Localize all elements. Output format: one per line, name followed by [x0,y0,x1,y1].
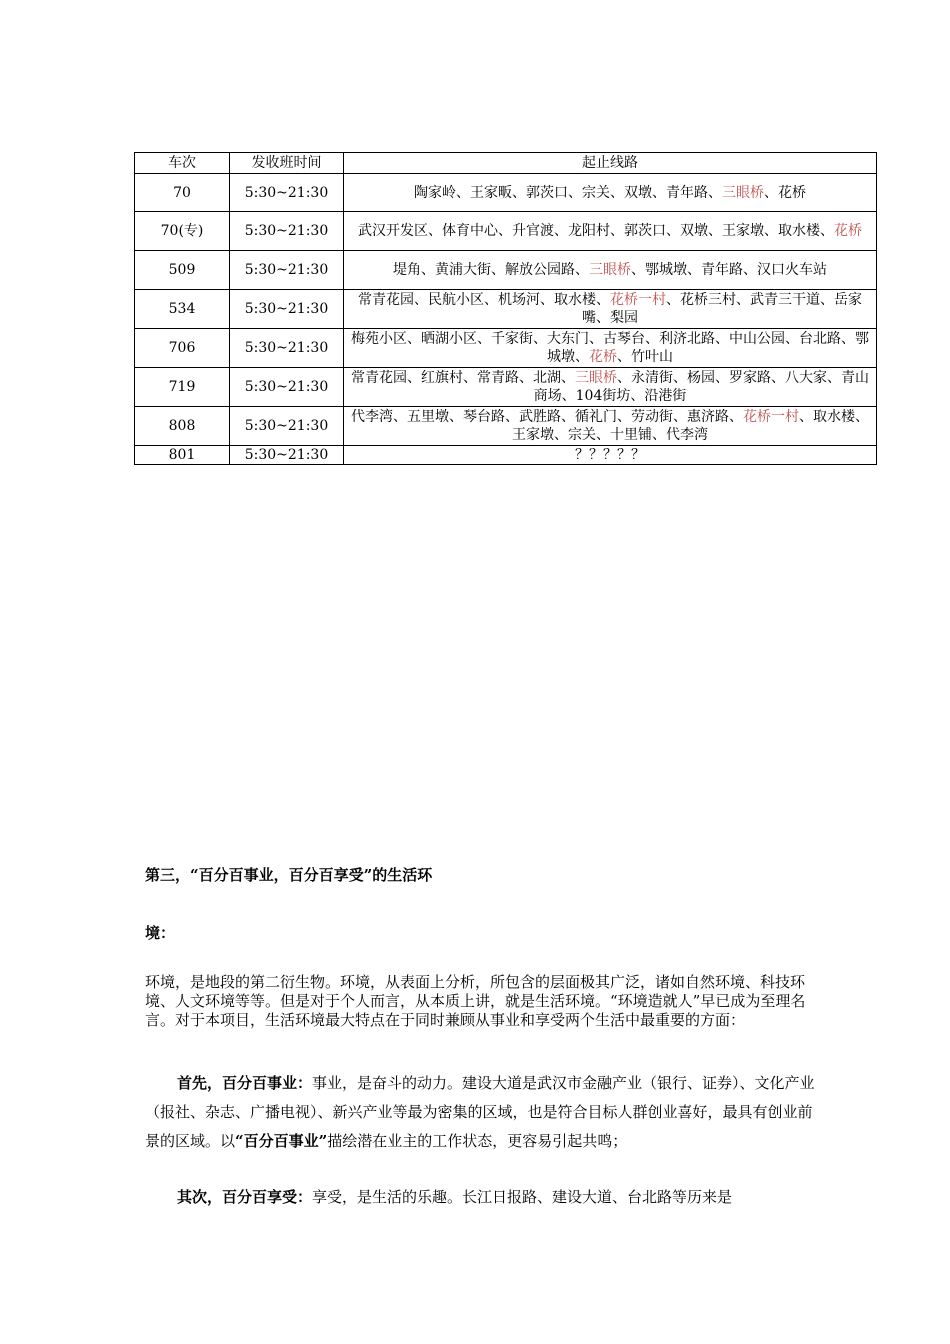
table-header-row [135,153,877,174]
route-cell [344,368,877,407]
table-row [135,368,877,407]
route-highlight: 三眼桥 [575,370,617,386]
paragraph-career [145,1069,815,1156]
header-route: 起止线路 [344,153,877,174]
route-highlight: 花桥 [834,223,862,239]
schedule-cell: 5:30~21:30 [230,407,344,446]
route-segment: 、鄂城墩、青年路、汉口火车站 [631,262,827,278]
table-row [135,174,877,212]
career-lead: 首先，百分百事业： [177,1074,313,1092]
paragraph-enjoyment [145,1183,815,1212]
table-row [135,290,877,329]
table-row [135,212,877,251]
table-row [135,446,877,465]
bus-number-cell: 808 [135,407,230,446]
route-segment: 武汉开发区、体育中心、升官渡、龙阳村、郭茨口、双墩、王家墩、取水楼、 [358,223,834,239]
route-segment: ？？？？？ [575,447,645,463]
career-emphasis: “百分百事业” [235,1132,328,1150]
table-row [135,251,877,290]
bus-number-cell: 70(专) [135,212,230,251]
route-cell [344,251,877,290]
route-cell [344,407,877,446]
schedule-cell: 5:30~21:30 [230,174,344,212]
enjoyment-lead: 其次，百分百享受： [177,1188,313,1206]
route-cell [344,290,877,329]
bus-number-cell: 509 [135,251,230,290]
route-segment: 陶家岭、王家畈、郭茨口、宗关、双墩、青年路、 [414,184,722,201]
bus-number-cell: 719 [135,368,230,407]
route-segment: 、花桥 [764,184,806,201]
bus-number-cell: 534 [135,290,230,329]
bus-number-cell: 706 [135,329,230,368]
header-bus-number: 车次 [135,153,230,174]
route-segment: 堤角、黄浦大街、解放公园路、 [393,262,589,278]
schedule-cell: 5:30~21:30 [230,329,344,368]
enjoyment-text: 享受，是生活的乐趣。长江日报路、建设大道、台北路等历来是 [312,1188,733,1206]
route-highlight: 花桥一村 [743,409,799,425]
route-cell [344,212,877,251]
route-segment: 、取水楼、王家墩、宗关、十里铺、代李湾 [512,409,869,443]
intro-paragraph: 环境，是地段的第二衍生物。环境，从表面上分析，所包含的层面极其广泛，诸如自然环境、科技环境、人文环境等等。但是对于个人而言，从本质上讲，就是生活环境。“环境造就人”早已成为至理名言。对于本项目，生活环境最大特点在于同时兼顾从事业和享受两个生活中最重要的方面： [145,973,806,1029]
section-heading: 第三，“百分百事业，百分百享受”的生活环 [145,866,433,884]
schedule-cell: 5:30~21:30 [230,368,344,407]
route-segment: 梅苑小区、晒湖小区、千家街、大东门、古琴台、利济北路、中山公园、台北路、鄂城墩、 [351,331,869,365]
schedule-cell: 5:30~21:30 [230,251,344,290]
schedule-cell: 5:30~21:30 [230,290,344,329]
route-cell [344,446,877,465]
route-segment: 、竹叶山 [617,349,673,365]
route-segment: 常青花园、红旗村、常青路、北湖、 [351,370,575,386]
table-row [135,407,877,446]
schedule-cell: 5:30~21:30 [230,446,344,465]
table-row [135,329,877,368]
route-highlight: 花桥一村 [610,292,666,308]
bus-number-cell: 801 [135,446,230,465]
bus-number-cell: 70 [135,174,230,212]
career-text-b: 描绘潜在业主的工作状态，更容易引起共鸣； [327,1132,628,1150]
route-segment: 、花桥三村、武青三干道、岳家嘴、梨园 [582,292,862,326]
route-cell [344,329,877,368]
route-segment: 、永清街、杨园、罗家路、八大家、青山商场、104街坊、沿港街 [533,370,869,404]
route-highlight: 三眼桥 [589,262,631,278]
route-segment: 常青花园、民航小区、机场河、取水楼、 [358,292,610,308]
schedule-cell: 5:30~21:30 [230,212,344,251]
career-text-a: 事业，是奋斗的动力。建设大道是武汉市金融产业（银行、证券）、文化产业（报社、杂志、广播电视）、新兴产业等最为密集的区域，也是符合目标人群创业喜好，最具有创业前景的区域。以 [145,1074,815,1150]
header-schedule: 发收班时间 [230,153,344,174]
route-cell [344,174,877,212]
route-segment: 代李湾、五里墩、琴台路、武胜路、循礼门、劳动街、惠济路、 [351,409,743,425]
route-highlight: 花桥 [589,349,617,365]
route-highlight: 三眼桥 [722,184,764,201]
bus-route-table [134,152,877,465]
section-heading-continued: 境： [145,924,176,942]
